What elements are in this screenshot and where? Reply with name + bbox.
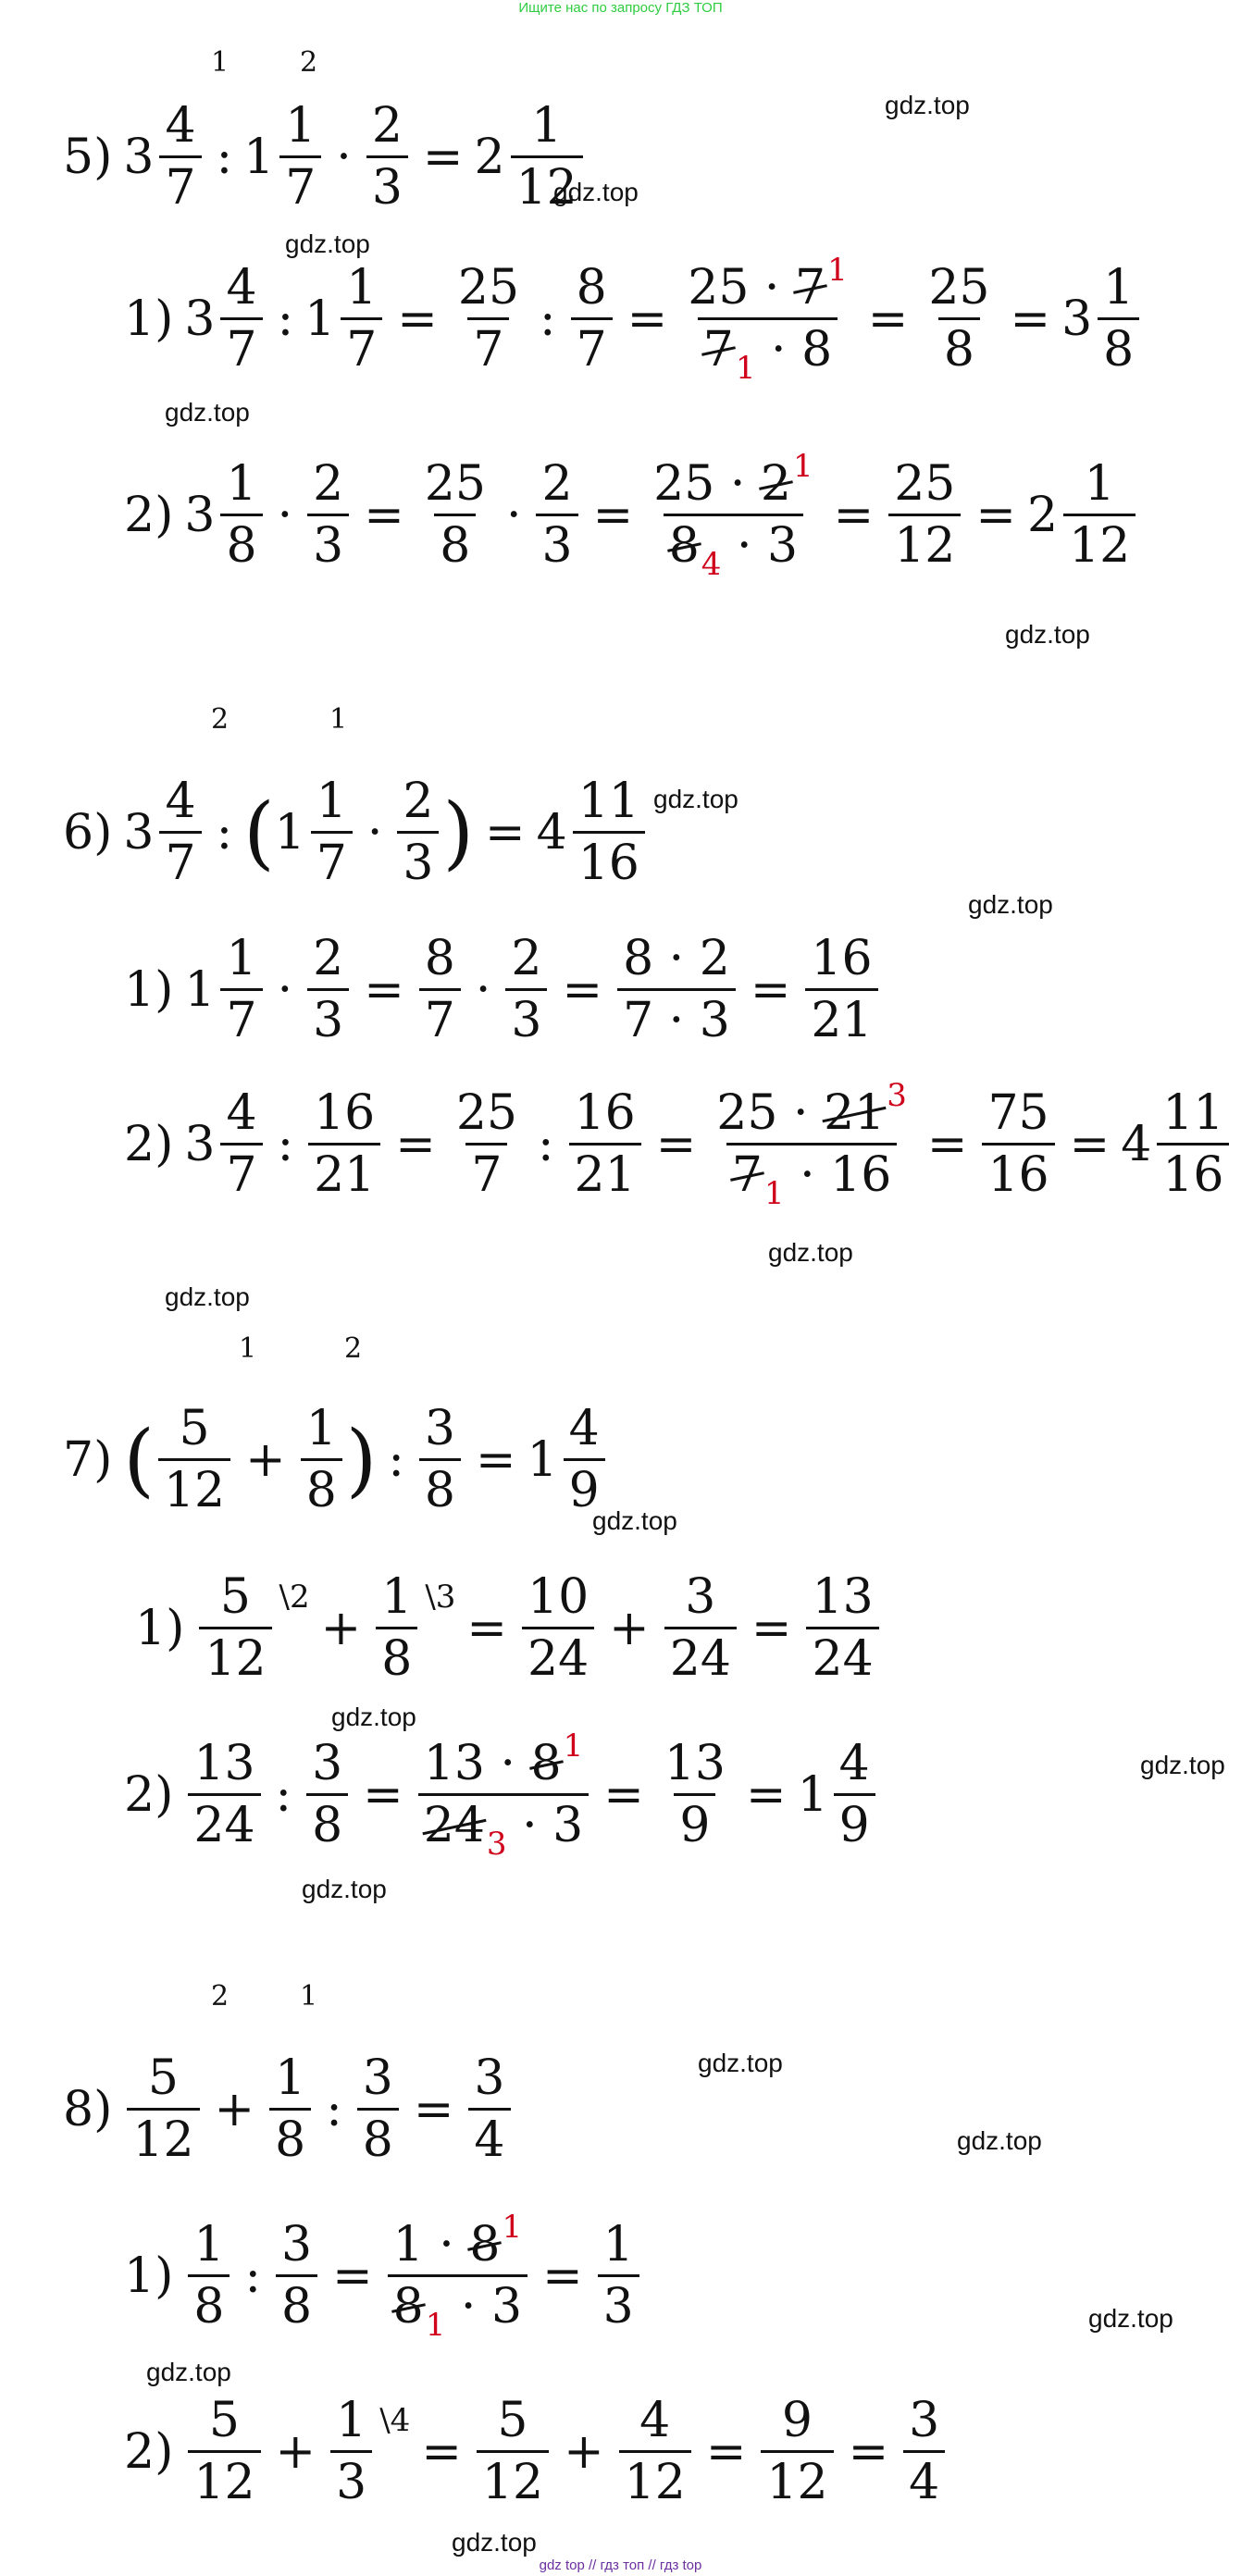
fraction: $\frac{25 \cdot 21^3}{7_1 \cdot 16}$ [716,1077,907,1212]
fraction: $\frac{2}{3}$ [505,935,547,1045]
fraction: $\frac{3}{24}$ [664,1573,737,1683]
fraction: $\frac{10}{24}$ [522,1573,594,1683]
fraction: $\frac{8 \cdot 2}{7 \cdot 3}$ [617,935,736,1045]
problem-6: 6) 3 $\frac{4}{7}$ : ( 1 $\frac{1}{7}$ · $\frac{2}{3}$ ) = 4 $\frac{11}{16}$ [63,777,649,887]
fraction: $\frac{1}{8}$ [220,460,262,570]
fraction: $\frac{25 \cdot 7^1}{7_1 \cdot 8}$ [688,252,848,387]
step-7-1: 1) $\frac{5}{12}$ \2 + $\frac{1}{8}$ \3 = $\frac{10}{24}$ + $\frac{3}{24}$ = $\frac{13}{24}$ [135,1573,883,1683]
fraction: $\frac{3}{8}$ [306,1740,348,1850]
watermark: gdz.top [592,1506,677,1535]
fraction: $\frac{5}{12}$ [158,1405,230,1515]
fraction: $\frac{4}{7}$ [159,102,201,212]
step-5-1: 1) 3 $\frac{4}{7}$ : 1 $\frac{1}{7}$ = $\frac{25}{7}$ : $\frac{8}{7}$ = $\frac{25 \cdot 7^1}{7_1 \cdot 8}$ = $\frac{25}{8}$ = 3 $\frac{1}{8}$ [124,264,1143,374]
problem-7: 7) ( $\frac{5}{12}$ + $\frac{1}{8}$ ) : $\frac{3}{8}$ = 1 $\frac{4}{9}$ [63,1405,609,1515]
watermark: gdz.top [165,1282,250,1311]
watermark: gdz.top [302,1875,387,1903]
fraction: $\frac{1}{8}$ [188,2221,230,2331]
fraction: $\frac{25 \cdot 2^1}{8_4 \cdot 3}$ [653,448,813,583]
fraction: $\frac{25}{8}$ [424,456,486,574]
fraction: $\frac{25}{8}$ [928,260,990,378]
top-banner: Ищите нас по запросу ГДЗ ТОП [518,0,723,16]
fraction: $\frac{2}{3}$ [307,935,349,1045]
watermark: gdz.top [968,890,1053,919]
fraction: $\frac{16}{21}$ [805,935,877,1045]
order-mark: 1 [329,703,348,736]
fraction: $\frac{2}{3}$ [307,460,349,570]
fraction: $\frac{5}{12}$ [127,2054,199,2164]
fraction: $\frac{2}{3}$ [536,460,577,570]
step-6-1: 1) 1 $\frac{1}{7}$ · $\frac{2}{3}$ = $\frac{8}{7}$ · $\frac{2}{3}$ = $\frac{8 \cdot 2}{7 \cdot 3}$ = $\frac{16}{21}$ [124,935,882,1045]
fraction: $\frac{2}{3}$ [366,102,408,212]
watermark: gdz.top [285,229,370,258]
watermark: gdz.top [165,398,250,427]
fraction: $\frac{13}{24}$ [806,1573,878,1683]
watermark: gdz.top [768,1238,853,1267]
fraction: $\frac{13 \cdot 8^1}{24_3 \cdot 3}$ [418,1740,589,1850]
fraction: $\frac{5}{12}$ [199,1573,271,1683]
fraction: $\frac{1}{7}$ [220,935,262,1045]
watermark: gdz.top [146,2358,231,2386]
footer: gdz top // гдз топ // гдз top [539,2557,702,2573]
fraction: $\frac{8}{7}$ [571,264,613,374]
fraction: $\frac{2}{3}$ [397,777,439,887]
watermark: gdz.top [1140,1751,1225,1779]
fraction: $\frac{4}{7}$ [220,264,262,374]
fraction: $\frac{25}{12}$ [888,460,961,570]
step-6-2: 2) 3 $\frac{4}{7}$ : $\frac{16}{21}$ = $\frac{25}{7}$ : $\frac{16}{21}$ = $\frac{25 \cdot 21^3}{7_1 \cdot 16}$ = $\frac{75}{16}$ = 4 $\frac{11}{16}$ [124,1089,1233,1199]
fraction: $\frac{3}{8}$ [357,2054,399,2164]
fraction: $\frac{3}{8}$ [419,1405,461,1515]
watermark: gdz.top [1088,2304,1173,2333]
step-8-2: 2) $\frac{5}{12}$ + $\frac{1}{3}$ \4 = $\frac{5}{12}$ + $\frac{4}{12}$ = $\frac{9}{12}$ = $\frac{3}{4}$ [124,2396,949,2507]
order-mark: 1 [239,1332,257,1365]
fraction: $\frac{75}{16}$ [982,1089,1054,1199]
order-mark: 2 [211,1980,230,2012]
fraction: $\frac{25}{7}$ [457,260,520,378]
watermark: gdz.top [957,2126,1042,2155]
fraction: $\frac{1}{3}$ [330,2396,372,2507]
fraction: $\frac{3}{4}$ [468,2054,510,2164]
watermark: gdz.top [331,1703,416,1731]
problem-8: 8) $\frac{5}{12}$ + $\frac{1}{8}$ : $\frac{3}{8}$ = $\frac{3}{4}$ [63,2054,515,2164]
fraction: $\frac{25}{7}$ [455,1085,518,1203]
fraction: $\frac{1}{8}$ [301,1405,342,1515]
watermark: gdz.top [653,785,738,813]
fraction: $\frac{3}{4}$ [903,2396,945,2507]
fraction: $\frac{16}{21}$ [569,1089,641,1199]
fraction: $\frac{8}{7}$ [419,935,461,1045]
fraction: $\frac{9}{12}$ [761,2396,833,2507]
fraction: $\frac{1}{7}$ [311,777,353,887]
fraction: $\frac{1}{12}$ [511,102,583,212]
order-mark: 1 [211,46,230,79]
fraction: $\frac{13}{9}$ [664,1736,726,1853]
problem-5: 5) 3 $\frac{4}{7}$ : 1 $\frac{1}{7}$ · $\frac{2}{3}$ = 2 $\frac{1}{12}$ [63,102,587,212]
fraction: $\frac{1}{8}$ [376,1573,417,1683]
fraction: $\frac{11}{16}$ [1157,1089,1229,1199]
order-mark: 2 [344,1332,363,1365]
fraction: $\frac{1}{8}$ [1098,264,1139,374]
watermark: gdz.top [452,2528,537,2557]
watermark: gdz.top [1005,620,1090,649]
fraction: $\frac{1}{8}$ [269,2054,311,2164]
fraction: $\frac{5}{12}$ [188,2396,260,2507]
order-mark: 2 [211,703,230,736]
order-mark: 1 [300,1980,318,2012]
fraction: $\frac{16}{21}$ [308,1089,380,1199]
fraction: $\frac{5}{12}$ [477,2396,549,2507]
fraction: $\frac{4}{9}$ [564,1405,605,1515]
watermark: gdz.top [885,91,970,119]
fraction: $\frac{1 \cdot 8^1}{8_1 \cdot 3}$ [388,2221,527,2331]
fraction: $\frac{11}{16}$ [573,777,645,887]
fraction: $\frac{1}{7}$ [279,102,321,212]
fraction: $\frac{3}{8}$ [276,2221,317,2331]
fraction: $\frac{4}{12}$ [619,2396,691,2507]
order-mark: 2 [300,46,318,79]
step-7-2: 2) $\frac{13}{24}$ : $\frac{3}{8}$ = $\frac{13 \cdot 8^1}{24_3 \cdot 3}$ = $\frac{13}{9}$ = 1 $\frac{4}{9}$ [124,1740,879,1850]
fraction: $\frac{1}{12}$ [1063,460,1136,570]
fraction: $\frac{4}{9}$ [834,1740,875,1850]
step-8-1: 1) $\frac{1}{8}$ : $\frac{3}{8}$ = $\frac{1 \cdot 8^1}{8_1 \cdot 3}$ = $\frac{1}{3}$ [124,2221,643,2331]
watermark: gdz.top [553,178,639,206]
fraction: $\frac{4}{7}$ [220,1089,262,1199]
watermark: gdz.top [698,2049,783,2077]
fraction: $\frac{1}{7}$ [341,264,382,374]
fraction: $\frac{4}{7}$ [159,777,201,887]
fraction: $\frac{1}{3}$ [598,2221,639,2331]
step-5-2: 2) 3 $\frac{1}{8}$ · $\frac{2}{3}$ = $\frac{25}{8}$ · $\frac{2}{3}$ = $\frac{25 \cdot 2^1}{8_4 \cdot 3}$ = $\frac{25}{12}$ = 2 $\frac{1}{12}$ [124,460,1139,570]
fraction: $\frac{13}{24}$ [188,1740,260,1850]
